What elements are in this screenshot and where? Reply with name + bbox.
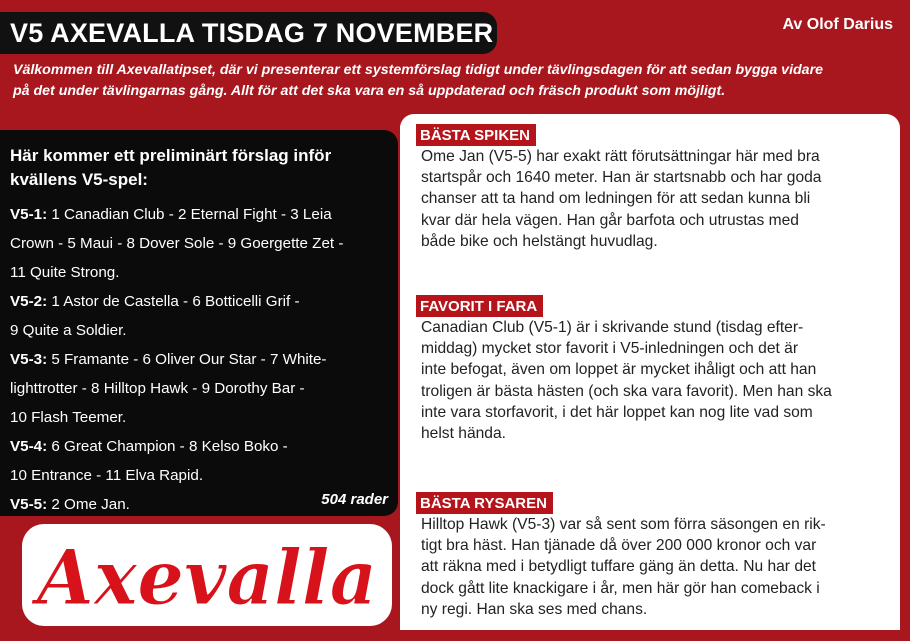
system-heading-line: kvällens V5-spel: (10, 170, 148, 189)
race-horses: 6 Great Champion - 8 Kelso Boko - (47, 438, 288, 455)
section-label: FAVORIT I FARA (416, 295, 543, 317)
race-label: V5-2: (10, 293, 48, 310)
body-line: Canadian Club (V5-1) är i skrivande stund (tisdag efter- (421, 319, 804, 336)
race-horses: 2 Ome Jan. (47, 496, 130, 513)
race-horses: 1 Astor de Castella - 6 Botticelli Grif - (47, 293, 300, 310)
body-line: troligen är bästa hästen (och ska vara favorit). Men han ska (421, 382, 832, 400)
body-line: både bike och helstängt huvudlag. (421, 232, 658, 250)
body-line: startspår och 1640 meter. Han är startsnabb och har goda (421, 169, 822, 187)
section-favorit-i-fara (418, 295, 888, 444)
row-count: 504 rader (321, 491, 388, 508)
race-line: Crown - 5 Maui - 8 Dover Sole - 9 Goergette Zet - (10, 235, 344, 252)
intro-line: på det under tävlingarnas gång. Allt för att det ska vara en så uppdaterad och fräsch produkt som möjligt. (13, 83, 726, 99)
section-basta-spiken (418, 124, 888, 252)
race-line: lighttrotter - 8 Hilltop Hawk - 9 Dorothy Bar - (10, 380, 305, 397)
axevalla-logo (22, 524, 392, 626)
system-heading-line: Här kommer ett preliminärt förslag inför (10, 146, 332, 165)
race-line (10, 345, 388, 374)
system-suggestion-box (0, 130, 398, 516)
race-line: 10 Entrance - 11 Elva Rapid. (10, 467, 204, 484)
race-label: V5-5: (10, 496, 48, 513)
race-line: 10 Flash Teemer. (10, 409, 127, 426)
race-v5-3 (10, 345, 388, 432)
race-label: V5-4: (10, 438, 48, 455)
race-horses: 1 Canadian Club - 2 Eternal Fight - 3 Leia (47, 206, 332, 223)
body-line: dock gått lite knackigare i år, men här gör han comeback i (421, 579, 820, 597)
body-line: att räkna med i betydligt tuffare gäng än detta. Nu har det (421, 558, 817, 576)
logo-text: Axevalla (31, 533, 378, 622)
body-line: helst hända. (421, 425, 506, 443)
race-line (10, 432, 388, 461)
section-label: BÄSTA SPIKEN (416, 124, 536, 146)
body-line: Hilltop Hawk (V5-3) var så sent som förra säsongen en rik- (421, 516, 826, 533)
system-heading (10, 144, 388, 192)
body-line: inte befogat, även om loppet är mycket ihåligt och att han (421, 361, 817, 379)
section-label: BÄSTA RYSAREN (416, 492, 553, 514)
body-line: middag) mycket stor favorit i V5-inledningen och det är (421, 340, 799, 358)
race-line: 11 Quite Strong. (10, 264, 120, 281)
race-horses: 5 Framante - 6 Oliver Our Star - 7 White- (47, 351, 327, 368)
section-body (418, 146, 888, 252)
section-body (418, 514, 888, 620)
body-line: tigt bra häst. Han tjänade då över 200 000 kronor och var (421, 537, 817, 555)
section-basta-rysaren (418, 492, 888, 620)
race-line: 9 Quite a Soldier. (10, 322, 127, 339)
race-v5-4 (10, 432, 388, 490)
race-v5-1 (10, 200, 388, 287)
body-line: inte vara storfavorit, i det här loppet kan nog lite vad som (421, 403, 813, 421)
intro-line: Välkommen till Axevallatipset, där vi presenterar ett systemförslag tidigt under tävlingsdagen för att sedan bygga vidare (13, 62, 823, 78)
intro-text (13, 60, 898, 102)
race-label: V5-3: (10, 351, 48, 368)
body-line: kvar där hela vägen. Han går barfota och utrustas med (421, 211, 799, 229)
body-line: Ome Jan (V5-5) har exakt rätt förutsättningar här med bra (421, 148, 820, 165)
race-line (10, 200, 388, 229)
body-line: chanser att ta hand om ledningen för att sedan kunna bli (421, 190, 811, 208)
author-byline: Av Olof Darius (782, 16, 893, 33)
body-line: ny regi. Han ska ses med chans. (421, 600, 648, 618)
race-line (10, 287, 388, 316)
section-body (418, 317, 888, 444)
headline: V5 AXEVALLA TISDAG 7 NOVEMBER (10, 17, 494, 48)
race-v5-2 (10, 287, 388, 345)
race-label: V5-1: (10, 206, 48, 223)
headline-bar (0, 12, 497, 54)
